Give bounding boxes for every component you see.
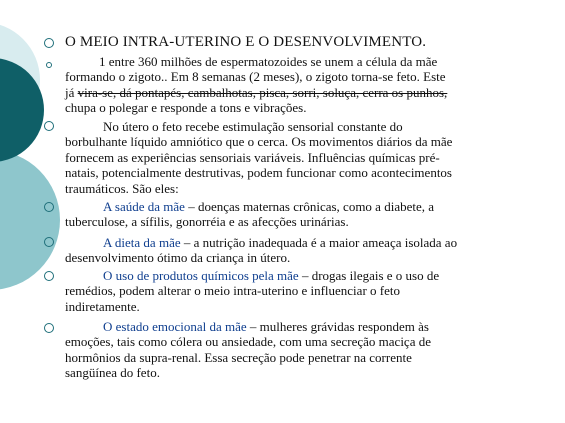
- paragraph-4: [65, 235, 535, 266]
- bullet-icon: [44, 202, 54, 212]
- paragraph-2: No útero o feto recebe estimulação sensorial constante do borbulhante líquido amniótico que o cerca. Os movimentos diários da mãe fornecem as experiências sensoriais variáveis. Influências químicas pré- natais, potencialmente destrutivas, podem funcionar como acontecimentos traumáticos. São eles:: [65, 119, 453, 196]
- paragraph-4-heading: A dieta da mãe: [103, 235, 181, 250]
- paragraph-5-heading: O uso de produtos químicos pela mãe: [103, 268, 299, 283]
- bullet-icon: [44, 121, 54, 131]
- paragraph-3-heading: A saúde da mãe: [103, 199, 185, 214]
- paragraph-6-text: – mulheres grávidas respondem às emoções, tais como cólera ou ansiedade, com uma secreção maciça de hormônios da supra-renal. Essa secreção pode penetrar na corrente sangüínea do feto.: [65, 319, 431, 381]
- page-title: O MEIO INTRA-UTERINO E O DESENVOLVIMENTO.: [65, 34, 427, 50]
- paragraph-1-after-text: chupa o polegar e responde a tons e vibrações.: [65, 100, 307, 116]
- paragraph-3: [65, 199, 535, 230]
- bullet-icon: [46, 62, 52, 68]
- paragraph-1-text: 1 entre 360 milhões de espermatozoides se unem a célula da mãe formando o zigoto.. Em 8 semanas (2 meses), o zigoto torna-se feto. Este já: [65, 54, 446, 100]
- bullet-icon: [44, 237, 54, 247]
- paragraph-5-text: – drogas ilegais e o uso de remédios, podem alterar o meio intra-uterino e influenciar o feto indiretamente.: [65, 268, 440, 314]
- paragraph-5: [65, 268, 535, 314]
- paragraph-6-heading: O estado emocional da mãe: [103, 319, 247, 334]
- bullet-icon: [44, 38, 54, 48]
- paragraph-1: [65, 54, 535, 116]
- bullet-icon: [44, 271, 54, 281]
- bullet-icon: [44, 323, 54, 333]
- paragraph-4-text: – a nutrição inadequada é a maior ameaça isolada ao desenvolvimento ótimo da criança in útero.: [65, 235, 458, 266]
- paragraph-6: [65, 319, 535, 381]
- paragraph-3-text: – doenças maternas crônicas, como a diabete, a tuberculose, a sífilis, gonorréia e as afecções urinárias.: [65, 199, 435, 230]
- paragraph-1-struck-text: vira-se, dá pontapés, cambalhotas, pisca, sorri, soluça, cerra os punhos,: [77, 84, 448, 100]
